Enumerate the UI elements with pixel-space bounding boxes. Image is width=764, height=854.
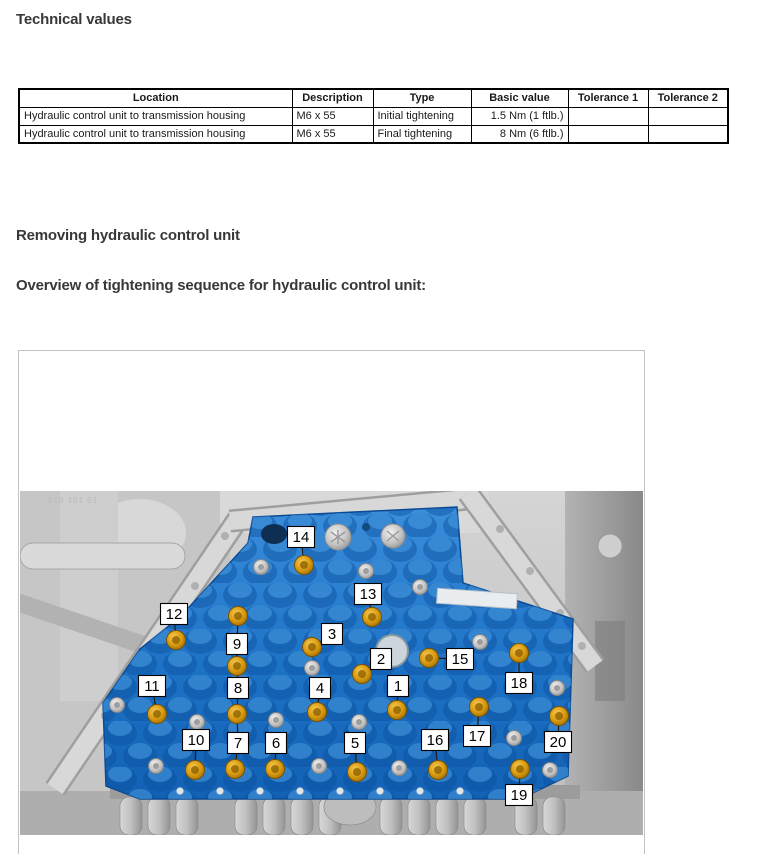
sequence-label-13 bbox=[355, 584, 382, 605]
sequence-label-17 bbox=[464, 726, 491, 747]
sequence-number: 19 bbox=[510, 787, 528, 804]
silver-bolt bbox=[305, 661, 320, 676]
silver-bolt bbox=[149, 759, 164, 774]
sequence-label-1 bbox=[388, 676, 409, 697]
sequence-label-10 bbox=[183, 730, 210, 751]
sequence-label-4 bbox=[310, 678, 331, 699]
sequence-label-8 bbox=[228, 678, 249, 699]
gold-bolt bbox=[470, 698, 489, 717]
sequence-number: 5 bbox=[350, 735, 360, 752]
col-header-tolerance-1: Tolerance 1 bbox=[568, 89, 648, 107]
sequence-number: 7 bbox=[233, 735, 243, 752]
section-heading-removing: Removing hydraulic control unit bbox=[16, 227, 240, 244]
technical-values-table bbox=[18, 88, 729, 144]
gold-bolt bbox=[186, 761, 205, 780]
sequence-number: 12 bbox=[165, 606, 183, 623]
silver-bolt bbox=[392, 761, 407, 776]
col-header-description: Description bbox=[292, 89, 373, 107]
gold-bolt bbox=[550, 707, 569, 726]
sequence-number: 11 bbox=[144, 678, 160, 695]
silver-bolt bbox=[110, 698, 125, 713]
sequence-number: 13 bbox=[359, 586, 377, 603]
table-row bbox=[19, 125, 728, 143]
sequence-label-20 bbox=[545, 732, 572, 753]
gold-bolt bbox=[303, 638, 322, 657]
sequence-label-6 bbox=[266, 733, 287, 754]
sequence-number: 20 bbox=[549, 734, 567, 751]
sequence-label-16 bbox=[422, 730, 449, 751]
gold-bolt bbox=[420, 649, 439, 668]
gold-bolt bbox=[363, 608, 382, 627]
cell-tolerance-2 bbox=[648, 107, 728, 125]
col-header-type: Type bbox=[373, 89, 471, 107]
cell-type: Final tightening bbox=[373, 125, 471, 143]
gold-bolt bbox=[226, 760, 245, 779]
col-header-tolerance-2: Tolerance 2 bbox=[648, 89, 728, 107]
cell-location: Hydraulic control unit to transmission housing bbox=[19, 107, 292, 125]
sequence-number: 10 bbox=[187, 732, 205, 749]
page-title: Technical values bbox=[16, 11, 132, 28]
sequence-label-18 bbox=[506, 673, 533, 694]
silver-bolt bbox=[543, 763, 558, 778]
silver-bolt bbox=[413, 580, 428, 595]
sequence-number: 4 bbox=[315, 680, 325, 697]
sequence-label-9 bbox=[227, 634, 248, 655]
cell-tolerance-1 bbox=[568, 107, 648, 125]
cell-description: M6 x 55 bbox=[292, 125, 373, 143]
sequence-label-12 bbox=[161, 604, 188, 625]
tightening-sequence-figure bbox=[18, 350, 645, 854]
gold-bolt bbox=[228, 657, 247, 676]
gold-bolt bbox=[308, 703, 327, 722]
sequence-label-11 bbox=[139, 676, 166, 697]
cell-basic-value: 8 Nm (6 ftlb.) bbox=[471, 125, 568, 143]
gold-bolt bbox=[388, 701, 407, 720]
silver-bolt bbox=[359, 564, 374, 579]
silver-bolt bbox=[254, 560, 269, 575]
sequence-number: 17 bbox=[468, 728, 486, 745]
sequence-label-2 bbox=[371, 649, 392, 670]
gold-bolt bbox=[148, 705, 167, 724]
sequence-label-15 bbox=[447, 649, 474, 670]
gold-bolt bbox=[429, 761, 448, 780]
gold-bolt bbox=[228, 705, 247, 724]
gold-bolt bbox=[353, 665, 372, 684]
hydraulic-unit-photo bbox=[20, 491, 643, 835]
photo-watermark: 078 401 61 bbox=[48, 496, 99, 505]
sequence-number: 2 bbox=[376, 651, 386, 668]
sequence-number: 18 bbox=[510, 675, 528, 692]
sequence-label-14 bbox=[288, 527, 315, 548]
sequence-number: 9 bbox=[232, 636, 242, 653]
sequence-number: 16 bbox=[426, 732, 444, 749]
technical-values-table-wrap bbox=[18, 88, 729, 144]
col-header-location: Location bbox=[19, 89, 292, 107]
sequence-number: 6 bbox=[271, 735, 281, 752]
gold-bolt bbox=[348, 763, 367, 782]
silver-bolt bbox=[190, 715, 205, 730]
sequence-number: 14 bbox=[292, 529, 310, 546]
sequence-number: 8 bbox=[233, 680, 243, 697]
cell-type: Initial tightening bbox=[373, 107, 471, 125]
sequence-label-19 bbox=[506, 785, 533, 806]
gold-bolt bbox=[266, 760, 285, 779]
table-header-row bbox=[19, 89, 728, 107]
silver-bolt bbox=[312, 759, 327, 774]
gold-bolt bbox=[295, 556, 314, 575]
silver-bolt bbox=[352, 715, 367, 730]
gold-bolt bbox=[229, 607, 248, 626]
silver-bolt bbox=[473, 635, 488, 650]
gold-bolt bbox=[510, 644, 529, 663]
silver-bolt bbox=[550, 681, 565, 696]
sequence-number: 15 bbox=[451, 651, 469, 668]
gold-bolt bbox=[167, 631, 186, 650]
cell-basic-value: 1.5 Nm (1 ftlb.) bbox=[471, 107, 568, 125]
gold-bolt bbox=[511, 760, 530, 779]
col-header-basic-value: Basic value bbox=[471, 89, 568, 107]
section-heading-overview: Overview of tightening sequence for hydraulic control unit: bbox=[16, 277, 426, 294]
sequence-label-3 bbox=[322, 624, 343, 645]
cell-tolerance-1 bbox=[568, 125, 648, 143]
cell-tolerance-2 bbox=[648, 125, 728, 143]
cell-description: M6 x 55 bbox=[292, 107, 373, 125]
sequence-label-7 bbox=[228, 733, 249, 754]
sequence-label-5 bbox=[345, 733, 366, 754]
cell-location: Hydraulic control unit to transmission housing bbox=[19, 125, 292, 143]
silver-bolt bbox=[269, 713, 284, 728]
table-row bbox=[19, 107, 728, 125]
silver-bolt bbox=[507, 731, 522, 746]
sequence-number: 1 bbox=[393, 678, 403, 695]
sequence-number: 3 bbox=[327, 626, 337, 643]
